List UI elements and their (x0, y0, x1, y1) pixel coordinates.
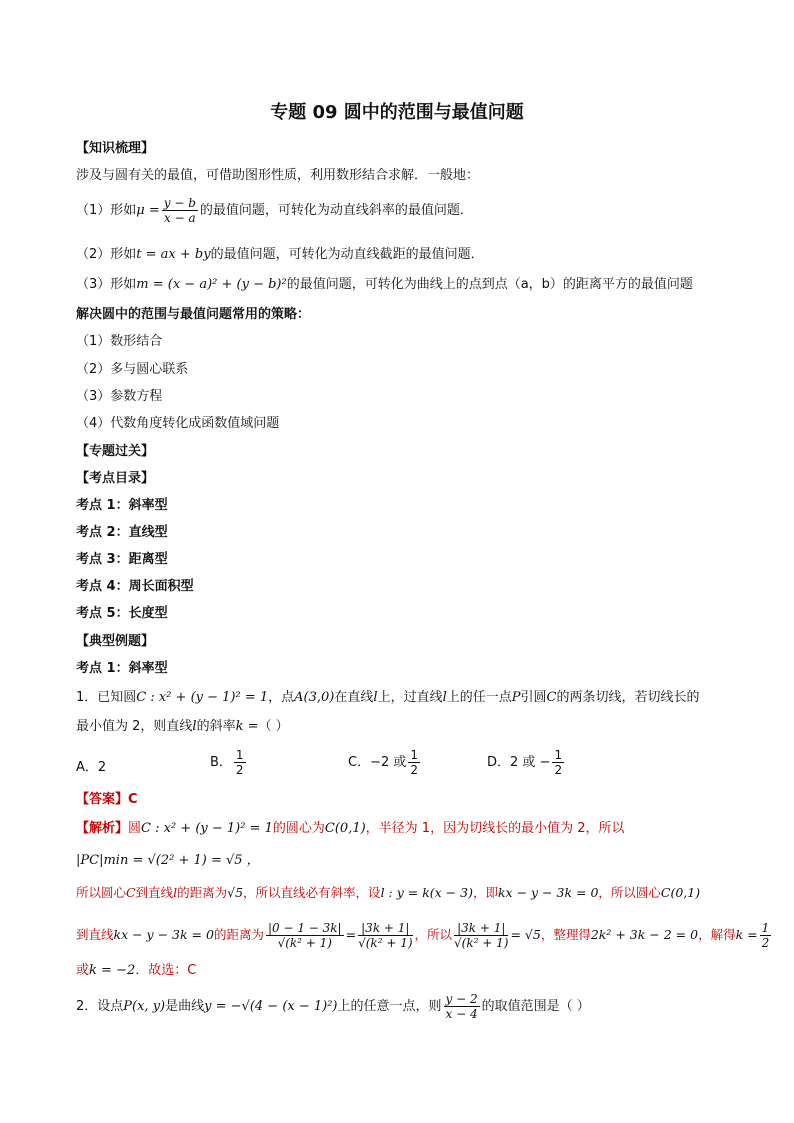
math-expression: C(0,1) (324, 821, 366, 836)
intro-text: 涉及与圆有关的最值，可借助图形性质，利用数形结合求解．一般地： (76, 168, 480, 183)
text: ．故选：C (135, 963, 197, 978)
fraction-denominator: x − 4 (445, 1007, 478, 1021)
fraction-numerator: |0 − 1 − 3k| (267, 921, 342, 935)
knowledge-item-3 (76, 276, 693, 294)
catalog-item: 考点 4：周长面积型 (76, 579, 194, 594)
text: 引圆 (520, 690, 547, 705)
text: 上的任意一点，则 (337, 999, 442, 1014)
item-prefix: （2）形如 (76, 247, 137, 262)
text: C．−2 或 (348, 755, 407, 770)
fraction-numerator: |3k + 1| (454, 921, 508, 936)
text: （ ） (258, 719, 289, 734)
catalog-item: 考点 5：长度型 (76, 606, 168, 621)
item-prefix: （3）形如 (76, 277, 137, 292)
item-suffix: 的最值问题，可转化为动直线截距的最值问题． (210, 247, 484, 262)
math-expression: C : x² + (y − 1)² = 1 (136, 690, 269, 705)
text: 上的任一点 (446, 690, 512, 705)
text: 的取值范围是（ ） (481, 999, 590, 1014)
math-expression: P(x, y) (123, 999, 166, 1014)
knowledge-item-1 (76, 196, 473, 225)
strategy-item: （2）多与圆心联系 (76, 362, 189, 377)
question-1-line-2 (76, 718, 289, 736)
math-variable: μ = (136, 203, 160, 218)
math-variable: l (373, 690, 378, 705)
analysis-line-4 (76, 920, 773, 950)
fraction (162, 196, 198, 225)
section-heading-special: 【专题过关】 (76, 444, 155, 459)
math-expression: kx − y − 3k = 0 (113, 927, 214, 942)
math-variable: k = (735, 927, 758, 942)
math-variable: C (546, 690, 557, 705)
text: 的距离为 (177, 885, 228, 900)
fraction-numerator: 1 (410, 748, 419, 762)
text: ，所以圆心 (598, 885, 661, 900)
math-variable: P (511, 690, 521, 705)
math-expression: l : y = k(x − 3) (380, 885, 473, 900)
math-expression: = √5 (510, 927, 541, 942)
option-b (210, 748, 248, 777)
fraction (444, 992, 480, 1021)
fraction-denominator: 2 (761, 936, 770, 950)
fraction-denominator: 2 (410, 763, 419, 777)
text: 的圆心为 (272, 821, 325, 836)
fraction (408, 748, 420, 777)
option-a: A．2 (76, 760, 107, 775)
analysis-line-2: |PC|min = √(2² + 1) = √5 ， (76, 853, 260, 868)
fraction-denominator: √(k² + 1) (277, 936, 332, 950)
text: 上，过直线 (377, 690, 443, 705)
text: 1．已知圆 (76, 690, 137, 705)
text: 的斜率 (196, 719, 236, 734)
text: 是曲线 (165, 999, 205, 1014)
analysis-line-3 (76, 884, 700, 902)
fraction-denominator: 2 (554, 763, 563, 777)
catalog-item: 考点 2：直线型 (76, 525, 168, 540)
text: ，半径为 1，因为切线长的最小值为 2，所以 (365, 821, 625, 836)
strategy-item: （3）参数方程 (76, 389, 163, 404)
text: 在直线 (334, 690, 374, 705)
fraction (234, 748, 246, 777)
text: 到直线 (135, 885, 174, 900)
text: ，所以 (414, 927, 453, 942)
section-heading-catalog: 【考点目录】 (76, 471, 155, 486)
fraction (552, 748, 564, 777)
section-heading-examples: 【典型例题】 (76, 634, 155, 649)
math-expression: y = −√(4 − (x − 1)²) (204, 999, 338, 1014)
fraction-denominator: 2 (235, 763, 244, 777)
math-variable: l (173, 885, 178, 900)
analysis-line-1 (76, 820, 624, 838)
fraction-denominator: √(k² + 1) (454, 936, 509, 950)
fraction (760, 921, 772, 950)
math-variable: l (192, 719, 197, 734)
text: 圆 (128, 821, 142, 836)
equals-sign: = (345, 927, 357, 942)
catalog-item: 考点 1：斜率型 (76, 498, 168, 513)
math-expression: C(0,1) (660, 885, 701, 900)
fraction-numerator: 1 (554, 748, 563, 762)
text: 的两条切线，若切线长的 (556, 690, 700, 705)
text: ，整理得 (540, 927, 591, 942)
knowledge-item-2 (76, 246, 484, 264)
analysis-label: 【解析】 (76, 821, 129, 836)
fraction-numerator: |3k + 1| (358, 921, 412, 936)
fraction-numerator: y − b (163, 196, 196, 210)
text: 到直线 (76, 927, 114, 942)
answer-label: 【答案】C (76, 792, 138, 807)
fraction-numerator: 1 (235, 748, 244, 762)
section-heading-knowledge: 【知识梳理】 (76, 141, 155, 156)
text: B． (210, 755, 232, 770)
fraction (266, 921, 344, 950)
math-variable: k = (235, 719, 259, 734)
text: ，即 (472, 885, 498, 900)
strategy-item: （4）代数角度转化成函数值域问题 (76, 416, 280, 431)
math-expression: A(3,0) (294, 690, 335, 705)
text: 最小值为 2，则直线 (76, 719, 193, 734)
fraction (358, 921, 412, 950)
option-d (487, 748, 566, 777)
math-expression: k = −2 (89, 963, 136, 978)
fraction-numerator: 1 (761, 921, 770, 935)
text: ，所以直线必有斜率，设 (243, 885, 381, 900)
strategy-item: （1）数形结合 (76, 334, 163, 349)
math-expression: kx − y − 3k = 0 (497, 885, 599, 900)
text: D．2 或 − (487, 755, 551, 770)
math-expression: 2k² + 3k − 2 = 0 (590, 927, 699, 942)
math-variable: l (442, 690, 447, 705)
text: ，解得 (698, 927, 736, 942)
fraction-denominator: √(k² + 1) (358, 936, 413, 950)
fraction-numerator: y − 2 (445, 992, 478, 1006)
fraction (454, 921, 508, 950)
item-suffix: 的最值问题，可转化为曲线上的点到点（a，b）的距离平方的最值问题 (286, 277, 693, 292)
text: ，点 (268, 690, 295, 705)
math-expression: C : x² + (y − 1)² = 1 (141, 821, 273, 836)
strategy-heading: 解决圆中的范围与最值问题常用的策略： (76, 307, 311, 322)
math-expression: t = ax + by (136, 247, 211, 262)
analysis-line-5 (76, 962, 196, 980)
option-c (348, 748, 422, 777)
item-suffix: 的最值问题，可转化为动直线斜率的最值问题． (199, 203, 473, 218)
question-2 (76, 992, 590, 1022)
text: 的距离为 (213, 927, 264, 942)
point-heading: 考点 1：斜率型 (76, 661, 168, 676)
text: 或 (76, 963, 90, 978)
page-title: 专题 09 圆中的范围与最值问题 (270, 102, 524, 123)
text: 2．设点 (76, 999, 124, 1014)
math-expression: m = (x − a)² + (y − b)² (136, 277, 287, 292)
catalog-item: 考点 3：距离型 (76, 552, 168, 567)
question-1-line-1 (76, 689, 700, 707)
item-prefix: （1）形如 (76, 203, 137, 218)
fraction-denominator: x − a (164, 211, 196, 225)
math-variable: C (126, 885, 136, 900)
text: 所以圆心 (76, 885, 127, 900)
math-expression: √5 (227, 885, 244, 900)
